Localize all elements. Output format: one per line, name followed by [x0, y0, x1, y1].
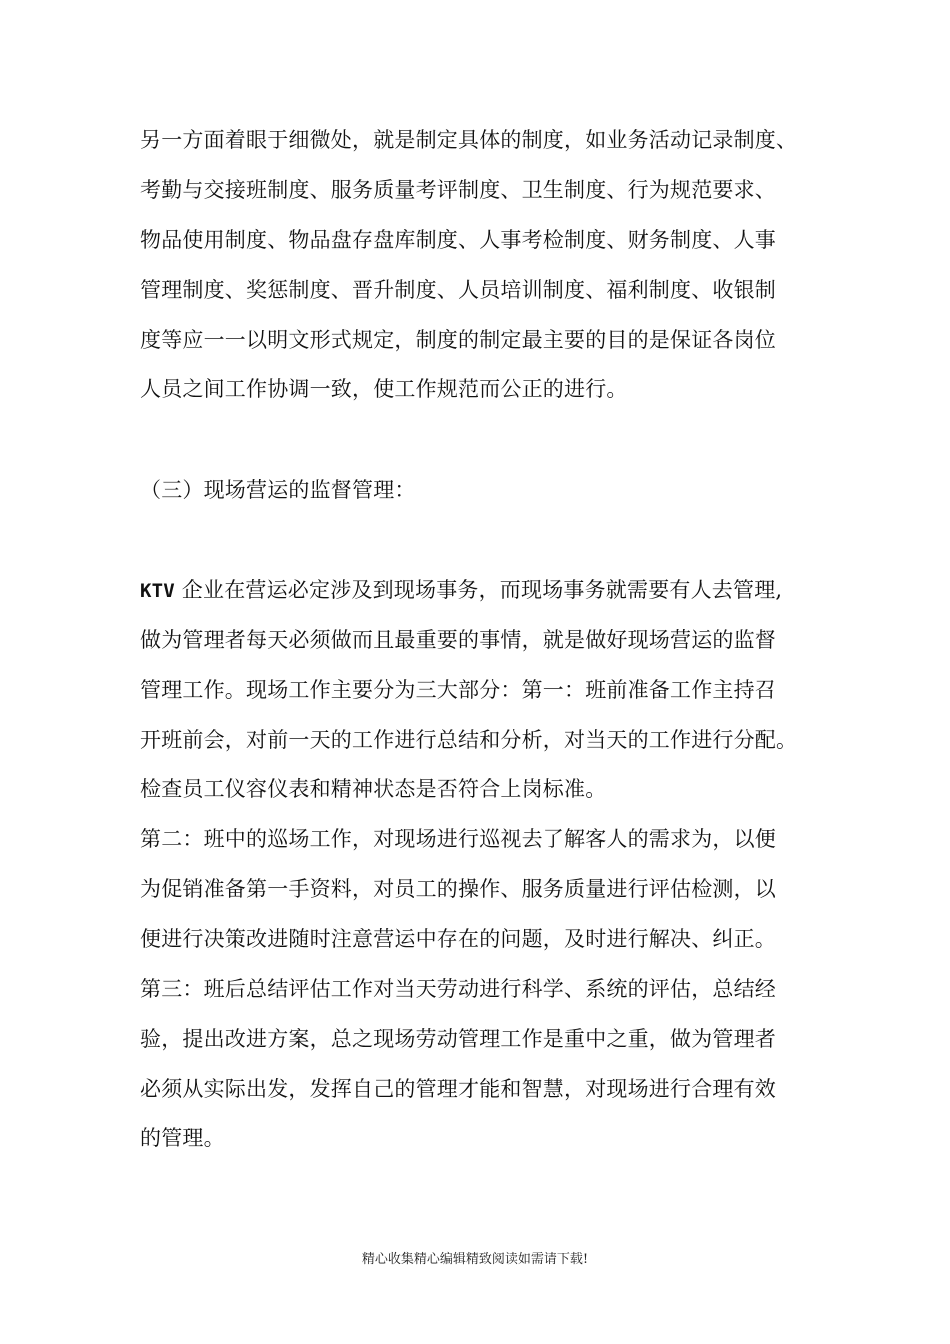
paragraph-2-line-7: 为促销准备第一手资料，对员工的操作、服务质量进行评估检测，以	[140, 877, 776, 901]
paragraph-2-line-1	[140, 577, 782, 604]
paragraph-2-line-8: 便进行决策改进随时注意营运中存在的问题，及时进行解决、纠正。	[140, 927, 776, 951]
paragraph-2-line-2: 做为管理者每天必须做而且最重要的事情，就是做好现场营运的监督	[140, 628, 776, 652]
paragraph-1-line-4: 管理制度、奖惩制度、晋升制度、人员培训制度、福利制度、收银制	[140, 278, 776, 302]
paragraph-1-line-3: 物品使用制度、物品盘存盘库制度、人事考检制度、财务制度、人事	[140, 228, 776, 252]
paragraph-2-line-12: 的管理。	[140, 1126, 225, 1150]
page-footer: 精心收集精心编辑精致阅读如需请下载!	[361, 1252, 589, 1267]
paragraph-2-line-11: 必须从实际出发，发挥自己的管理才能和智慧，对现场进行合理有效	[140, 1077, 776, 1101]
paragraph-2-line-3: 管理工作。现场工作主要分为三大部分：第一：班前准备工作主持召	[140, 678, 776, 702]
paragraph-2-line-6: 第二：班中的巡场工作，对现场进行巡视去了解客人的需求为，以便	[140, 827, 776, 851]
paragraph-1-line-5: 度等应一一以明文形式规定，制度的制定最主要的目的是保证各岗位	[140, 328, 776, 352]
paragraph-2-line-4: 开班前会，对前一天的工作进行总结和分析，对当天的工作进行分配。	[140, 728, 798, 752]
paragraph-2-line-1-text: 企业在营运必定涉及到现场事务，而现场事务就需要有人去管理,	[174, 578, 783, 602]
ktv-term: KTV	[140, 580, 175, 602]
paragraph-2-line-5: 检查员工仪容仪表和精神状态是否符合上岗标准。	[140, 777, 607, 801]
paragraph-2-line-10: 验，提出改进方案，总之现场劳动管理工作是重中之重，做为管理者	[140, 1027, 776, 1051]
paragraph-1-line-6: 人员之间工作协调一致，使工作规范而公正的进行。	[140, 377, 628, 401]
section-heading: （三）现场营运的监督管理：	[140, 478, 416, 502]
paragraph-1-line-2: 考勤与交接班制度、服务质量考评制度、卫生制度、行为规范要求、	[140, 178, 776, 202]
paragraph-1-line-1: 另一方面着眼于细微处，就是制定具体的制度，如业务活动记录制度、	[140, 128, 798, 152]
paragraph-2-line-9: 第三：班后总结评估工作对当天劳动进行科学、系统的评估，总结经	[140, 977, 776, 1001]
